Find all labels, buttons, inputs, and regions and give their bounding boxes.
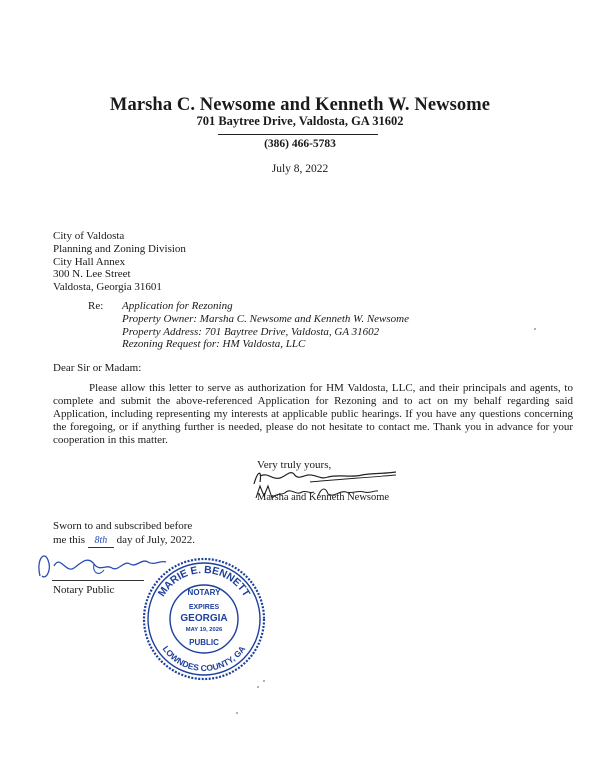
jurat bbox=[53, 520, 195, 548]
notary-label: Notary Public bbox=[53, 584, 115, 596]
letterhead-names: Marsha C. Newsome and Kenneth W. Newsome bbox=[109, 95, 491, 115]
salutation: Dear Sir or Madam: bbox=[53, 362, 142, 374]
notary-signature-line bbox=[52, 580, 144, 581]
recipient-address bbox=[53, 230, 186, 294]
seal-county: LOWNDES COUNTY, GA bbox=[160, 643, 248, 674]
seal-name: MARIE E. BENNETT bbox=[155, 563, 253, 599]
jurat-line: Sworn to and subscribed before bbox=[53, 520, 193, 532]
body-paragraph: Please allow this letter to serve as authorization for HM Valdosta, LLC, and their principals and agents, to complete and submit the above-referenced Application for Rezoning and to act on my behalf regarding said Application, including representing my interests at applicable public hearings. If you have any questions concerning the foregoing, or if anything further is needed, please do not hesitate to contact me. Thank you in advance for your cooperation in this matter. bbox=[53, 382, 573, 446]
seal-public: PUBLIC bbox=[189, 638, 219, 647]
recipient-line: Valdosta, Georgia 31601 bbox=[53, 281, 162, 294]
recipient-line: City Hall Annex bbox=[53, 255, 126, 268]
jurat-suffix: day of July, 2022. bbox=[116, 533, 196, 546]
re-line: Property Owner: Marsha C. Newsome and Kenneth W. Newsome bbox=[122, 312, 409, 325]
re-block bbox=[122, 300, 409, 351]
notary-seal bbox=[140, 555, 268, 683]
recipient-line: City of Valdosta bbox=[53, 230, 125, 242]
re-line: Rezoning Request for: HM Valdosta, LLC bbox=[122, 338, 306, 351]
letterhead-phone: (386) 466-5783 bbox=[264, 138, 336, 150]
seal-exp-date: MAY 19, 2026 bbox=[185, 627, 223, 633]
jurat-prefix: me this bbox=[53, 533, 86, 546]
re-line: Property Address: 701 Baytree Drive, Valdosta, GA 31602 bbox=[122, 325, 380, 338]
recipient-line: 300 N. Lee Street bbox=[53, 268, 131, 281]
jurat-day: 8th bbox=[88, 534, 114, 549]
scan-speck bbox=[257, 686, 259, 688]
seal-state: GEORGIA bbox=[180, 613, 228, 624]
seal-expires: EXPIRES bbox=[188, 604, 220, 611]
re-label: Re: bbox=[88, 300, 104, 312]
letterhead-address: 701 Baytree Drive, Valdosta, GA 31602 bbox=[196, 114, 404, 128]
recipient-line: Planning and Zoning Division bbox=[53, 242, 186, 255]
letter-date: July 8, 2022 bbox=[271, 163, 329, 175]
closing: Very truly yours, bbox=[257, 459, 332, 471]
seal-title: NOTARY bbox=[187, 588, 221, 597]
signer-name: Marsha and Kenneth Newsome bbox=[257, 492, 390, 503]
scan-speck bbox=[534, 328, 536, 330]
letterhead-divider bbox=[218, 134, 378, 135]
re-line: Application for Rezoning bbox=[122, 300, 233, 312]
scan-speck bbox=[263, 680, 265, 682]
scan-speck bbox=[236, 712, 238, 714]
